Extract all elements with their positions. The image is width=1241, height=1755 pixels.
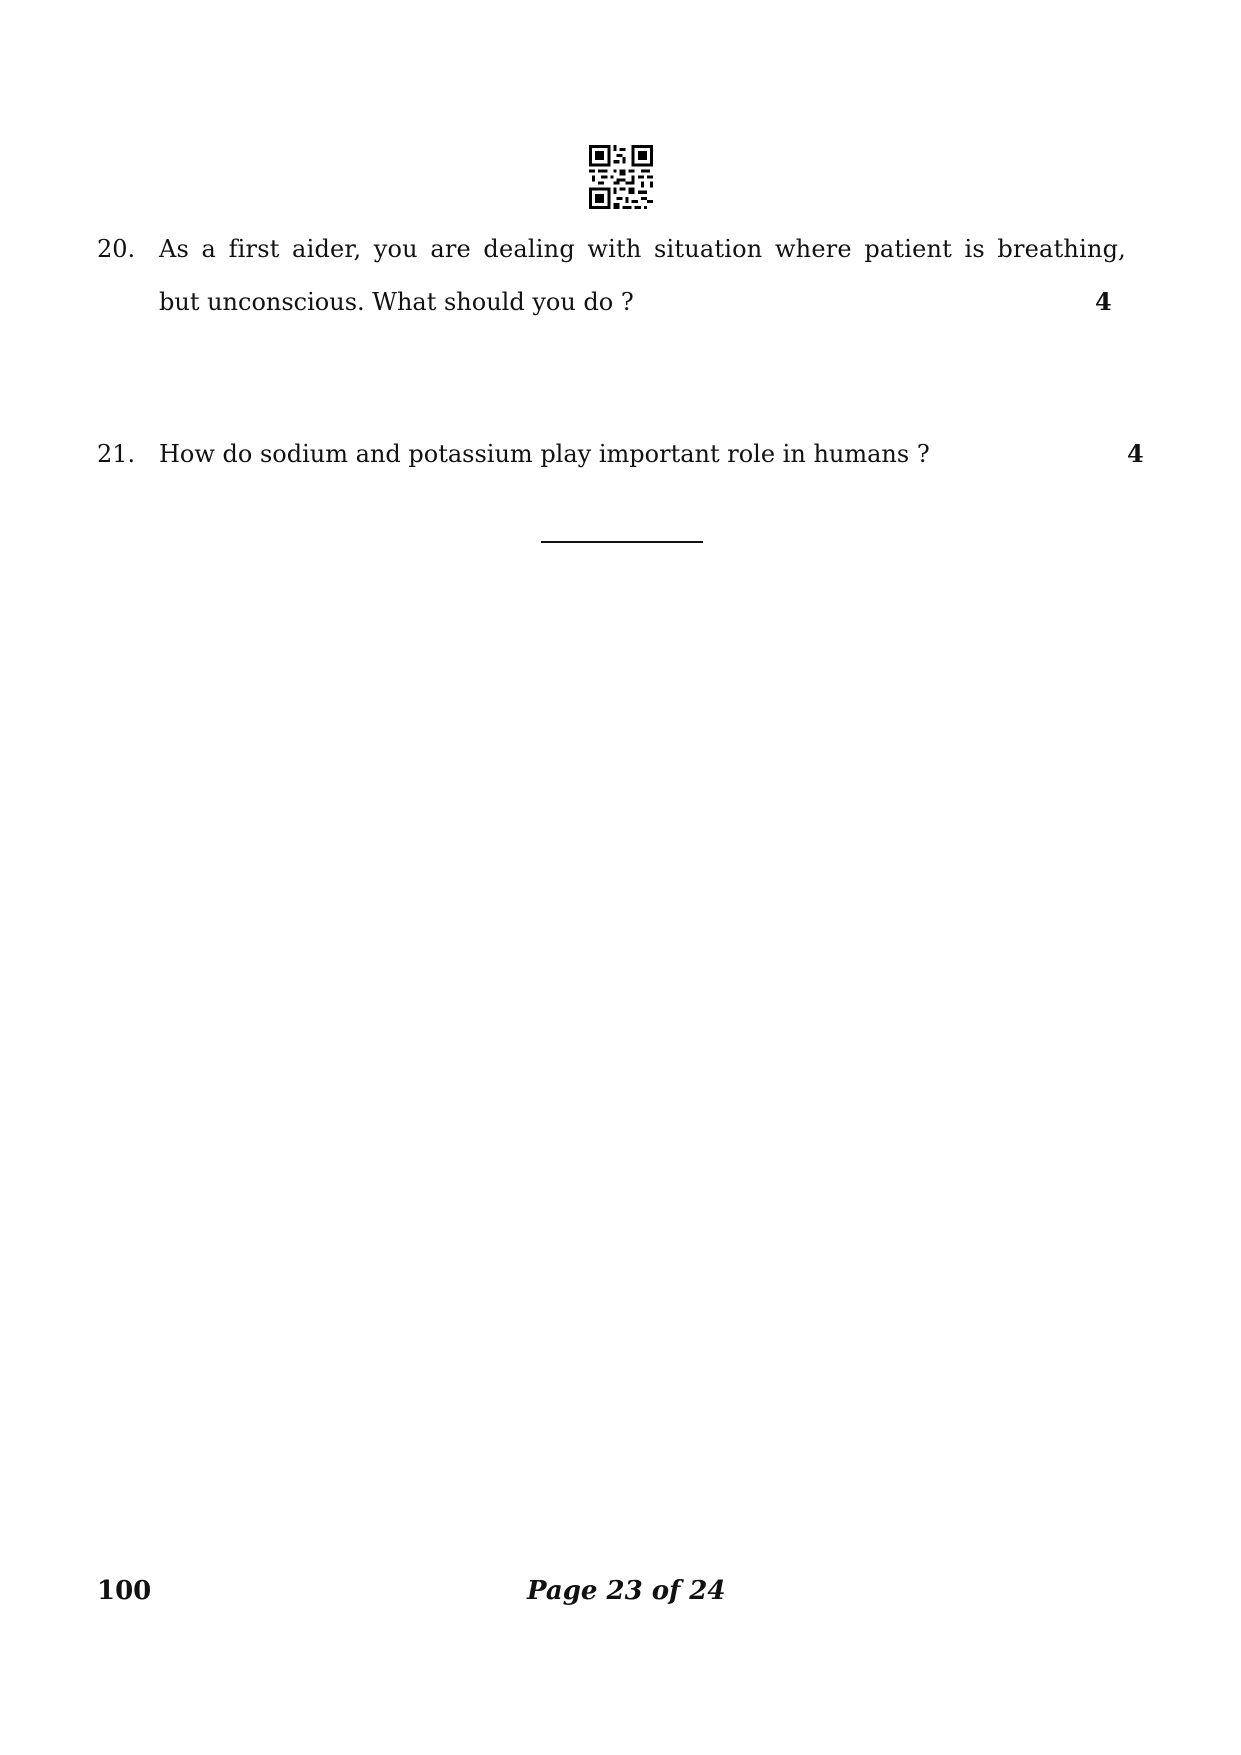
question-21-text: How do sodium and potassium play important role in humans ? bbox=[159, 440, 930, 468]
qr-code-icon bbox=[589, 145, 653, 209]
question-20-number: 20. bbox=[97, 235, 136, 263]
question-20-marks: 4 bbox=[1095, 287, 1112, 316]
question-21-number: 21. bbox=[97, 440, 136, 468]
question-20-text-line1: As a first aider, you are dealing with situation where patient is breathing, bbox=[159, 235, 1126, 263]
paper-code: 100 bbox=[97, 1576, 152, 1606]
end-of-paper-rule bbox=[541, 541, 703, 543]
page-number: Page 23 of 24 bbox=[527, 1576, 726, 1606]
question-21-marks: 4 bbox=[1127, 439, 1144, 468]
question-20-text-line2: but unconscious. What should you do ? bbox=[159, 288, 634, 316]
